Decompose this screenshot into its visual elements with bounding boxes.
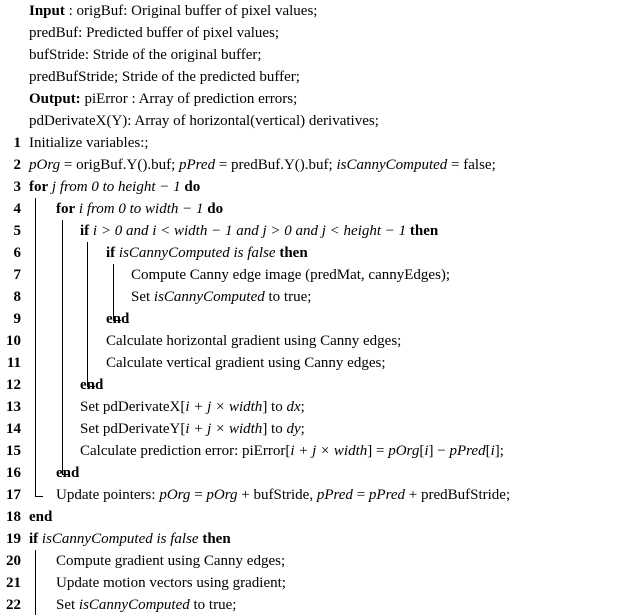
line-number: 1: [13, 135, 21, 151]
line-number: 12: [6, 377, 21, 393]
line-number: 7: [13, 267, 21, 283]
output-pierror: piError : Array of prediction errors;: [80, 91, 298, 107]
loop-condition: j from 0 to height − 1: [51, 179, 181, 195]
if-keyword: if: [29, 531, 39, 547]
algorithm-block: Input : origBuf: Original buffer of pixel values; predBuf: Predicted buffer of pixel values; bufStride: Stride of the original buffer; predBufStride; Stride of the predicted buffer; Output: piError : Array of prediction errors; pdDerivateX(Y): Array of horizontal(vertical) derivatives; 1 Initialize variables:; 2 pOrg = origBuf.Y().buf; pPred = predBuf.Y().buf; isCannyComputed = false; 3 for j from 0 to height − 1 do 4 for i from 0 to width − 1 do 5 if i > 0 and i < width − 1 and j > 0 and j < height − 1 then 6 if isCannyComputed is false then 7 Compute Canny edge image (predMat, cannyEdges); 8 Set isCannyComputed to true; 9 end 10 Calculate horizontal gradient using Canny edges; 11 Calculate vertical gradient using Canny edges; 12 end 13 Set pdDerivateX[i + j × width] to dx; 14 Set pdDerivateY[i + j × width] to dy; 15 Calculate prediction error: piError[i + j × width] = pOrg[i] − pPred[i]; 16 end 17 Update pointers: pOrg = pOrg + bufStride, pPred = pPred + predBufStride; 18 end 19 if isCannyComputed is false then 20 Compute gradient using Canny edges; 21 Update motion vectors using gradient; 22 Set isCannyComputed to true;: [0, 0, 619, 615]
then-keyword: then: [202, 531, 231, 547]
line-number: 17: [6, 487, 21, 503]
output-keyword: Output:: [29, 91, 81, 107]
for-i-block-bar: [62, 220, 63, 474]
then-keyword: then: [279, 245, 308, 261]
for-j-block-hook: [35, 496, 43, 497]
line-number: 2: [13, 157, 21, 173]
if-bounds-block-hook: [87, 386, 95, 387]
line-number: 21: [6, 575, 21, 591]
if-canny-block-hook: [113, 320, 121, 321]
line-number: 4: [13, 201, 21, 217]
if-condition: isCannyComputed is false: [41, 531, 199, 547]
for-j-block-bar: [35, 198, 36, 496]
loop-condition: i from 0 to width − 1: [78, 201, 204, 217]
for-i-block-hook: [62, 474, 70, 475]
end-keyword: end: [56, 465, 80, 481]
line-number: 18: [6, 509, 21, 525]
for-keyword: for: [56, 201, 76, 217]
then-keyword: then: [409, 223, 439, 239]
if-canny-block-bar: [113, 264, 114, 320]
line-number: 15: [6, 443, 21, 459]
line-number: 8: [13, 289, 21, 305]
if-keyword: if: [106, 245, 116, 261]
end-keyword: end: [106, 311, 130, 327]
line-number: 5: [13, 223, 21, 239]
if-keyword: if: [80, 223, 90, 239]
line-number: 10: [6, 333, 21, 349]
line-number: 9: [13, 311, 21, 327]
if-condition: isCannyComputed is false: [118, 245, 276, 261]
line-number: 16: [6, 465, 21, 481]
if-bounds-block-bar: [87, 242, 88, 386]
line-number: 19: [6, 531, 21, 547]
end-keyword: end: [29, 509, 53, 525]
line-number: 3: [13, 179, 21, 195]
do-keyword: do: [207, 201, 224, 217]
line-number: 13: [6, 399, 21, 415]
line-number: 22: [6, 597, 21, 613]
do-keyword: do: [184, 179, 201, 195]
line-number: 11: [6, 355, 21, 371]
input-origbuf: origBuf: Original buffer of pixel values;: [76, 3, 318, 19]
for-keyword: for: [29, 179, 49, 195]
line-number: 20: [6, 553, 21, 569]
if-condition: i > 0 and i < width − 1 and j > 0 and j < height − 1: [92, 223, 407, 239]
line-number: 6: [13, 245, 21, 261]
if-final-block-bar: [35, 550, 36, 615]
line-number: 14: [6, 421, 21, 437]
end-keyword: end: [80, 377, 104, 393]
input-keyword: Input: [29, 3, 65, 19]
